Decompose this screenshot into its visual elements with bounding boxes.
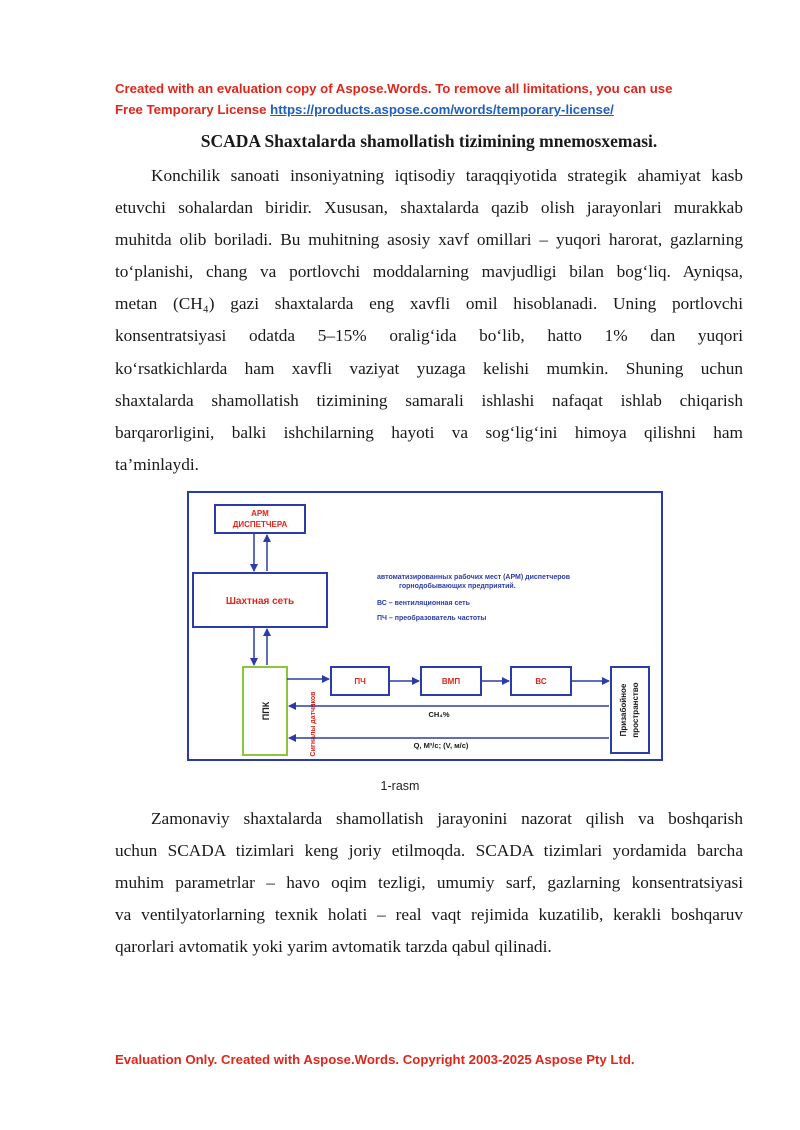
paragraph-line: Zamonaviy shaxtalarda shamollatish jarayonini nazorat qilish va boshqarish [151,809,743,828]
evaluation-notice [115,78,755,120]
paragraph-line: muhim parametrlar – havo oqim tezligi, umumiy sarf, gazlarning konsentratsiyasi [115,873,743,893]
license-label: Free Temporary License [115,102,271,117]
legend-arm: автоматизированных рабочих мест (АРМ) диспетчеров [377,574,571,581]
face-space-label-line2: пространство [631,682,640,738]
ch4-label: CH₄% [428,710,450,719]
paragraph-line: va ventilyatorlarning texnik holati – real vaqt rejimida kuzatilib, kerakli boshqaruv [115,905,743,925]
temporary-license-link[interactable]: https://products.aspose.com/words/temporary-license/ [270,102,614,117]
paragraph-line: uchun SCADA tizimlari keng joriy etilmoqda. SCADA tizimlari yordamida barcha [115,841,743,861]
legend-arm-line2: горнодобывающих предприятий. [399,583,516,590]
paragraph-line: ko‘rsatkichlarda ham xavfli vaziyat yuzaga kelishi mumkin. Shuning uchun [115,358,743,378]
paragraph-1 [115,160,743,481]
flow-label: Q, М³/с; (V, м/с) [413,741,469,750]
arm-label-line2: ДИСПЕТЧЕРА [232,520,288,529]
paragraph-line: konsentratsiyasi odatda 5–15% oralig‘ida bo‘lib, hatto 1% dan yuqori [115,326,743,346]
paragraph-line: metan (CH₄) gazi shaxtalarda eng xavfli omil hisoblanadi. Uning portlovchi [115,294,743,314]
evaluation-notice-line2 [115,99,755,120]
legend-vs: ВС – вентиляционная сеть [377,600,470,607]
face-space-label: Призабойное [619,683,628,737]
scada-diagram [189,493,661,759]
mine-network-label: Шахтная сеть [225,596,295,607]
paragraph-line: Konchilik sanoati insoniyatning iqtisodiy taraqqiyotida strategik ahamiyat kasb [151,166,743,185]
legend-pch: ПЧ – преобразователь частоты [377,615,487,622]
paragraph-2 [115,803,743,963]
arm-label: АРМ [251,509,269,518]
paragraph-line: shaxtalarda shamollatish tizimining samarali ishlashi nafaqat ishlab chiqarish [115,390,743,410]
paragraph-line: etuvchi sohalardan biridir. Xususan, shaxtalarda qazib olish jarayonlari murakkab [115,198,743,218]
pch-label: ПЧ [354,677,366,686]
paragraph-line: ta’minlaydi. [115,454,199,474]
sensor-signals-label: Сигналы датчиков [310,691,317,757]
vs-label: ВС [535,677,547,686]
evaluation-footer: Evaluation Only. Created with Aspose.Words. Copyright 2003-2025 Aspose Pty Ltd. [115,1052,635,1067]
paragraph-line: barqarorligini, balki ishchilarning hayoti va sog‘lig‘ini himoya qilishni ham [115,422,743,442]
vmp-label: ВМП [441,677,461,686]
face-space-box [611,667,649,753]
document-title: SCADA Shaxtalarda shamollatish tizimining mnemosxemasi. [200,131,658,151]
paragraph-line: qarorlari avtomatik yoki yarim avtomatik tarzda qabul qilinadi. [115,937,552,957]
paragraph-line: to‘planishi, chang va portlovchi moddalarning mavjudligi bilan bog‘liq. Ayniqsa, [115,262,743,282]
figure-caption: 1-rasm [380,779,420,793]
paragraph-line: muhitda olib boriladi. Bu muhitning asosiy xavf omillari – yuqori harorat, gazlarning [115,230,743,250]
scada-diagram-figure [187,491,663,761]
plc-label: ППК [261,701,271,721]
evaluation-notice-line1: Created with an evaluation copy of Aspose.Words. To remove all limitations, you can use [115,81,673,96]
